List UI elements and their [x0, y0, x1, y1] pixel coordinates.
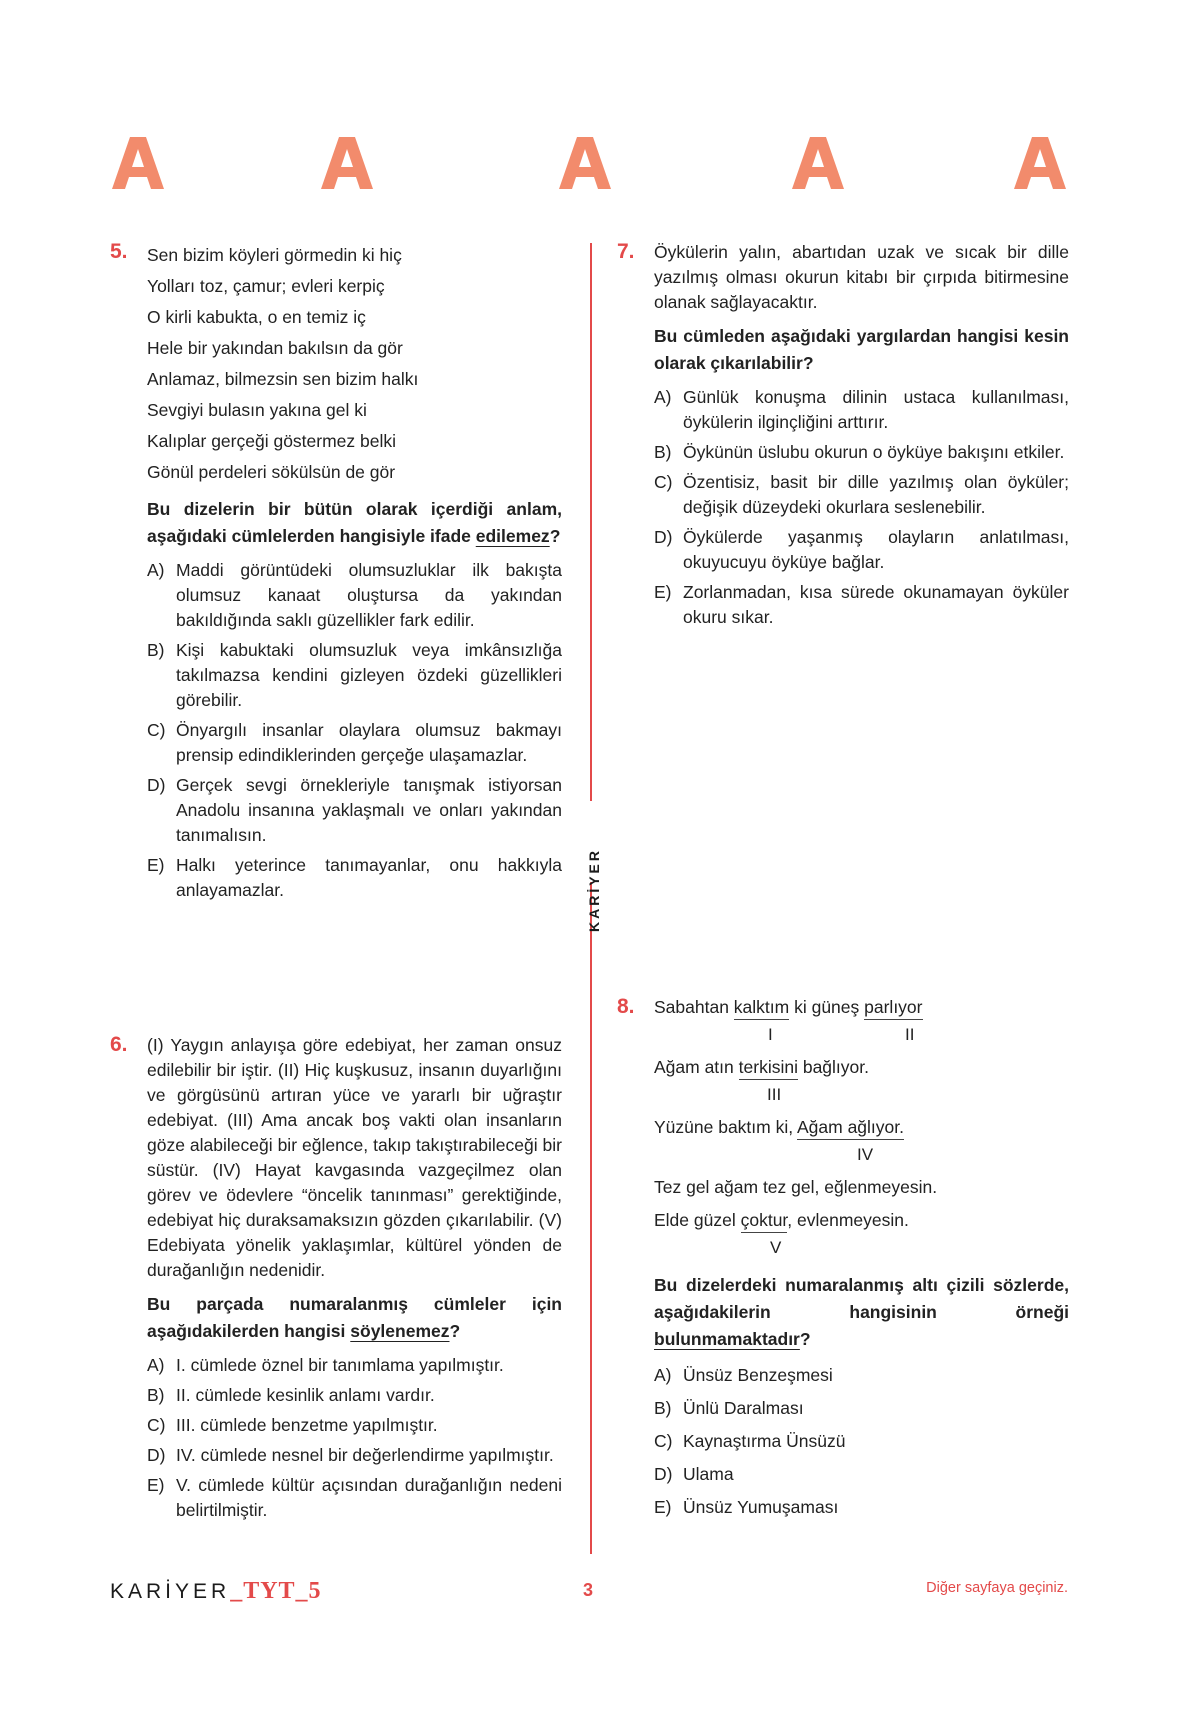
question-body	[654, 240, 1069, 630]
test-code: _TYT_5	[230, 1578, 322, 1604]
footer-brand	[110, 1578, 322, 1605]
answer-option-c[interactable]	[654, 470, 1069, 520]
question-stem	[654, 1272, 1069, 1353]
verse-line-1	[654, 995, 1069, 1019]
poem-line: Yolları toz, çamur; evleri kerpiç	[147, 276, 385, 296]
verse-line-5	[654, 1208, 1069, 1232]
verse-text: bağlıyor.	[797, 1057, 869, 1077]
verse-text: , evlenmeyesin.	[787, 1210, 909, 1230]
answer-option-c[interactable]	[654, 1429, 1069, 1454]
option-letter: B)	[654, 442, 672, 462]
option-text: Günlük konuşma dilinin ustaca kullanılması, öykülerin ilginçliğini arttırır.	[683, 387, 1069, 432]
side-brand-text: KARİYER	[586, 847, 602, 932]
roman-markers	[654, 1079, 1069, 1103]
option-text: III. cümlede benzetme yapılmıştır.	[176, 1415, 438, 1435]
answer-option-b[interactable]	[147, 638, 562, 713]
answer-option-d[interactable]	[147, 1443, 562, 1468]
passage: (I) Yaygın anlayışa göre edebiyat, her zaman onsuz edilebilir bir iştir. (II) Hiç kuşkusuz, insanın duyarlığını ve görgüsünü artıran yüce ve yararlı bir uğraştır edebiyat. (III) Ama ancak boş vakti olan insanların göze alabileceği bir eğlence, takıp takıştırabileceği bir süstür. (IV) Hayat kavgasında vazgeçilmez olan görev ve ödevlere “öncelik tanınması” gerektiğinde, edebiyat hiç duraksamaksızın gözden çıkarılabilir. (V) Edebiyata yönelik yaklaşımlar, kültürel yönden de durağanlığın nedenidir.	[147, 1035, 562, 1280]
next-page-note: Diğer sayfaya geçiniz.	[926, 1580, 1068, 1596]
side-brand-logo	[572, 820, 612, 940]
poem-line: Gönül perdeleri sökülsün de gör	[147, 462, 396, 482]
option-letter: E)	[147, 1475, 165, 1495]
option-text: Ünsüz Yumuşaması	[683, 1497, 839, 1517]
verse-text: Ağam atın	[654, 1057, 739, 1077]
question-body	[147, 1033, 562, 1523]
option-text: I. cümlede öznel bir tanımlama yapılmıştır.	[176, 1355, 504, 1375]
underlined-word-1: kalktım	[734, 997, 789, 1020]
verse-line-2	[654, 1055, 1069, 1079]
option-text: Ulama	[683, 1464, 734, 1484]
booklet-letter-a	[557, 135, 613, 191]
option-letter: A)	[654, 387, 672, 407]
poem-line: Hele bir yakından bakılsın da gör	[147, 338, 403, 358]
question-8	[617, 995, 1069, 1528]
answer-option-c[interactable]	[147, 718, 562, 768]
roman-numeral: IV	[857, 1145, 874, 1164]
stem-text: Bu dizelerin bir bütün olarak içerdiği anlam, aşağıdaki cümlelerden hangisiyle ifade	[147, 499, 562, 546]
option-text: Öykülerde yaşanmış olayların anlatılması, okuyucuyu öyküye bağlar.	[683, 527, 1069, 572]
option-letter: B)	[147, 1385, 165, 1405]
booklet-letter-a	[1012, 135, 1068, 191]
option-text: Özentisiz, basit bir dille yazılmış olan öyküler; değişik düzeydeki okurlara seslenebilir.	[683, 472, 1069, 517]
option-letter: C)	[654, 1431, 673, 1451]
option-letter: C)	[654, 472, 673, 492]
question-stem: Bu cümleden aşağıdaki yargılardan hangisi kesin olarak çıkarılabilir?	[654, 326, 1069, 373]
roman-numeral: II	[905, 1025, 915, 1044]
answer-option-e[interactable]	[147, 853, 562, 903]
answer-options	[147, 558, 562, 903]
question-number: 5.	[110, 240, 128, 263]
option-text: Önyargılı insanlar olaylara olumsuz bakmayı prensip edindiklerinden gerçeğe ulaşamazlar.	[176, 720, 562, 765]
column-divider-top	[590, 243, 592, 801]
poem-line: Anlamaz, bilmezsin sen bizim halkı	[147, 369, 419, 389]
option-letter: D)	[147, 1445, 166, 1465]
roman-numeral: I	[768, 1025, 773, 1044]
option-letter: B)	[147, 640, 165, 660]
verse-line-4: Tez gel ağam tez gel, eğlenmeyesin.	[654, 1177, 938, 1197]
roman-markers	[654, 1232, 1069, 1256]
option-text: Ünsüz Benzeşmesi	[683, 1365, 833, 1385]
answer-options	[654, 385, 1069, 630]
option-text: Ünlü Daralması	[683, 1398, 804, 1418]
stem-underlined: söylenemez	[350, 1321, 450, 1341]
stem-underlined: bulunmamaktadır	[654, 1329, 800, 1349]
poem-line: O kirli kabukta, o en temiz iç	[147, 307, 366, 327]
answer-options	[654, 1363, 1069, 1520]
question-number: 7.	[617, 240, 635, 263]
page-number: 3	[583, 1580, 594, 1600]
stem-text: Bu parçada numaralanmış cümleler için aşağıdakilerden hangisi	[147, 1294, 562, 1341]
stem-end: ?	[799, 1329, 811, 1349]
option-letter: A)	[654, 1365, 672, 1385]
option-letter: E)	[654, 582, 672, 602]
option-text: V. cümlede kültür açısından durağanlığın nedeni belirtilmiştir.	[176, 1475, 562, 1520]
roman-markers	[654, 1139, 1069, 1163]
answer-option-d[interactable]	[654, 1462, 1069, 1487]
answer-option-b[interactable]	[147, 1383, 562, 1408]
stem-underlined: edilemez	[475, 526, 550, 546]
question-5	[110, 240, 562, 908]
roman-numeral: V	[770, 1238, 782, 1257]
passage: Öykülerin yalın, abartıdan uzak ve sıcak bir dille yazılmış olması okurun kitabı bir çırpıda bitirmesine olanak sağlayacaktır.	[654, 242, 1069, 312]
booklet-letter-a	[790, 135, 846, 191]
underlined-word-5: çoktur	[741, 1210, 788, 1233]
question-6	[110, 1033, 562, 1528]
booklet-letter-a	[110, 135, 166, 191]
question-body	[147, 240, 562, 903]
answer-option-d[interactable]	[654, 525, 1069, 575]
option-letter: D)	[147, 775, 166, 795]
stem-text: Bu dizelerdeki numaralanmış altı çizili sözlerde, aşağıdakilerin hangisinin örneği	[654, 1275, 1069, 1322]
verse-line-3	[654, 1115, 1069, 1139]
answer-option-b[interactable]	[654, 1396, 1069, 1421]
option-letter: E)	[654, 1497, 672, 1517]
answer-option-a[interactable]	[147, 558, 562, 633]
verse-text: Yüzüne baktım ki,	[654, 1117, 797, 1137]
option-text: Maddi görüntüdeki olumsuzluklar ilk bakışta olumsuz kanaat oluştursa da yakından bakıldığında saklı güzellikler fark edilir.	[176, 560, 562, 630]
question-stem	[147, 496, 562, 550]
option-text: Kaynaştırma Ünsüzü	[683, 1431, 846, 1451]
verse-text: Sabahtan	[654, 997, 734, 1017]
underlined-word-3: terkisini	[739, 1057, 798, 1080]
answer-option-a[interactable]	[147, 1353, 562, 1378]
question-7	[617, 240, 1069, 635]
answer-option-c[interactable]	[147, 1413, 562, 1438]
poem-line: Kalıplar gerçeği göstermez belki	[147, 431, 397, 451]
option-text: Öykünün üslubu okurun o öyküye bakışını etkiler.	[683, 442, 1065, 462]
option-text: Zorlanmadan, kısa sürede okunamayan öyküler okuru sıkar.	[683, 582, 1069, 627]
stem-end: ?	[449, 1321, 461, 1341]
option-text: Kişi kabuktaki olumsuzluk veya imkânsızlığa takılmazsa kendini gizleyen özdeki güzellikleri görebilir.	[176, 640, 562, 710]
answer-option-e[interactable]	[147, 1473, 562, 1523]
answer-option-e[interactable]	[654, 1495, 1069, 1520]
stem-end: ?	[549, 526, 561, 546]
option-letter: C)	[147, 1415, 166, 1435]
answer-option-e[interactable]	[654, 580, 1069, 630]
option-letter: D)	[654, 1464, 673, 1484]
roman-markers	[654, 1019, 1069, 1043]
question-stem	[147, 1291, 562, 1345]
answer-option-a[interactable]	[654, 385, 1069, 435]
underlined-word-4: Ağam ağlıyor.	[797, 1117, 904, 1140]
verse-text: Elde güzel	[654, 1210, 741, 1230]
option-text: IV. cümlede nesnel bir değerlendirme yapılmıştır.	[176, 1445, 554, 1465]
poem-line: Sen bizim köyleri görmedin ki hiç	[147, 245, 402, 265]
option-letter: D)	[654, 527, 673, 547]
option-text: Halkı yeterince tanımayanlar, onu hakkıyla anlayamazlar.	[176, 855, 562, 900]
option-text: II. cümlede kesinlik anlamı vardır.	[176, 1385, 435, 1405]
underlined-word-2: parlıyor	[864, 997, 922, 1020]
option-letter: B)	[654, 1398, 672, 1418]
option-letter: C)	[147, 720, 166, 740]
verse-text: ki güneş	[789, 997, 865, 1017]
option-letter: E)	[147, 855, 165, 875]
answer-options	[147, 1353, 562, 1523]
answer-option-b[interactable]	[654, 440, 1069, 465]
question-body	[654, 995, 1069, 1520]
roman-numeral: III	[767, 1085, 782, 1104]
option-letter: A)	[147, 1355, 165, 1375]
answer-option-d[interactable]	[147, 773, 562, 848]
option-letter: A)	[147, 560, 165, 580]
booklet-letter-a	[319, 135, 375, 191]
brand-logo-text: KARİYER	[110, 1580, 231, 1603]
poem	[147, 240, 562, 488]
question-number: 6.	[110, 1033, 128, 1056]
poem-line: Sevgiyi bulasın yakına gel ki	[147, 400, 367, 420]
answer-option-a[interactable]	[654, 1363, 1069, 1388]
question-number: 8.	[617, 995, 635, 1018]
option-text: Gerçek sevgi örnekleriyle tanışmak istiyorsan Anadolu insanına yaklaşmalı ve onları yakından tanımalısın.	[176, 775, 562, 845]
column-divider-bottom	[590, 882, 592, 1554]
